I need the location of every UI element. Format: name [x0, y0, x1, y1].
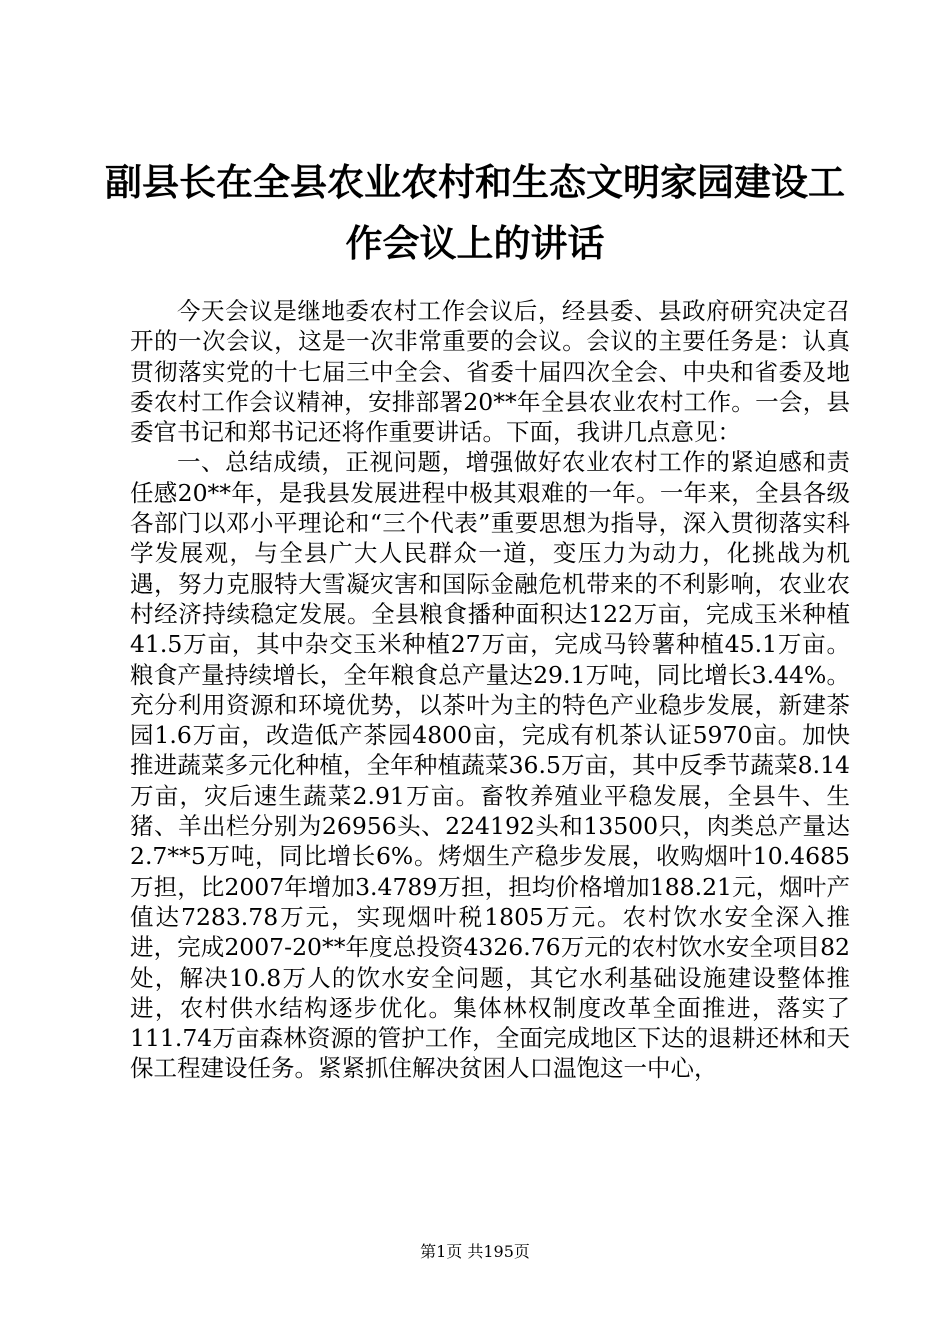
document-title-line-2: 作会议上的讲话	[345, 221, 605, 265]
body-paragraph-summary: 一、总结成绩，正视问题，增强做好农业农村工作的紧迫感和责任感20**年，是我县发展进程中极其艰难的一年。一年来，全县各级各部门以邓小平理论和“三个代表”重要思想为指导，深入贯彻落实科学发展观，与全县广大人民群众一道，变压力为动力，化挑战为机遇，努力克服特大雪凝灾害和国际金融危机带来的不利影响，农业农村经济持续稳定发展。全县粮食播种面积达122万亩，完成玉米种植41.5万亩，其中杂交玉米种植27万亩，完成马铃薯种植45.1万亩。粮食产量持续增长，全年粮食总产量达29.1万吨，同比增长3.44%。充分利用资源和环境优势，以茶叶为主的特色产业稳步发展，新建茶园1.6万亩，改造低产茶园4800亩，完成有机茶认证5970亩。加快推进蔬菜多元化种植，全年种植蔬菜36.5万亩，其中反季节蔬菜8.14万亩，灾后速生蔬菜2.91万亩。畜牧养殖业平稳发展，全县牛、生猪、羊出栏分别为26956头、224192头和13500只，肉类总产量达2.7**5万吨，同比增长6%。烤烟生产稳步发展，收购烟叶10.4685万担，比2007年增加3.4789万担，担均价格增加188.21元，烟叶产值达7283.78万元，实现烟叶税1805万元。农村饮水安全深入推进，完成2007-20**年度总投资4326.76万元的农村饮水安全项目82处，解决10.8万人的饮水安全问题，其它水利基础设施建设整体推进，农村供水结构逐步优化。集体林权制度改革全面推进，落实了111.74万亩森林资源的管护工作，全面完成地区下达的退耕还林和天保工程建设任务。紧紧抓住解决贫困人口温饱这一中心，	[130, 448, 850, 1083]
document-title-line-1: 副县长在全县农业农村和生态文明家园建设工	[105, 160, 845, 204]
document-body	[130, 296, 850, 1084]
body-paragraph-intro: 今天会议是继地委农村工作会议后，经县委、县政府研究决定召开的一次会议，这是一次非常重要的会议。会议的主要任务是：认真贯彻落实党的十七届三中全会、省委十届四次全会、中央和省委及地委农村工作会议精神，安排部署20**年全县农业农村工作。一会，县委官书记和郑书记还将作重要讲话。下面，我讲几点意见：	[130, 297, 850, 447]
page-footer: 第1页 共195页	[420, 1242, 530, 1261]
